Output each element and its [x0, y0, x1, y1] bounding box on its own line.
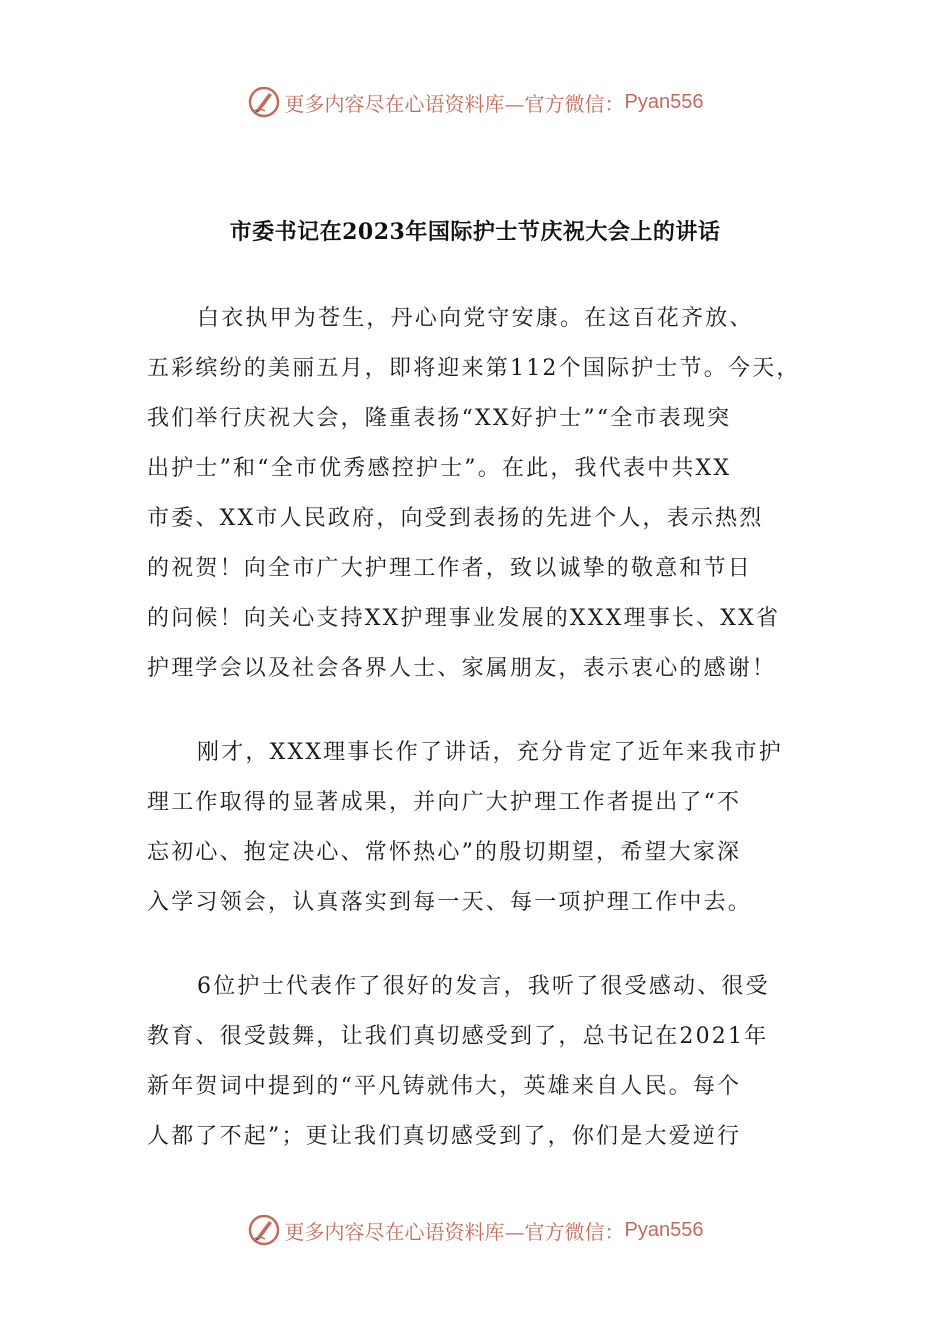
- paragraph-line: 的问候！向关心支持XX护理事业发展的XXX理事长、XX省: [147, 606, 781, 631]
- banner-text: 更多内容尽在心语资料库—官方微信：: [284, 1219, 625, 1244]
- wechat-id: Pyan556: [624, 1218, 704, 1241]
- paragraph-2: [147, 728, 837, 928]
- header-banner: [0, 82, 950, 122]
- paragraph-line: 教育、很受鼓舞，让我们真切感受到了，总书记在2021年: [147, 1024, 769, 1049]
- paragraph-line: 护理学会以及社会各界人士、家属朋友，表示衷心的感谢！: [147, 656, 777, 681]
- footer-banner: [0, 1210, 950, 1250]
- paragraph-line: 白衣执甲为苍生，丹心向党守安康。在这百花齐放、: [197, 306, 754, 331]
- paragraph-line: 忘初心、抱定决心、常怀热心”的殷切期望，希望大家深: [147, 840, 742, 865]
- paragraph-line: 新年贺词中提到的“平凡铸就伟大，英雄来自人民。每个: [147, 1074, 742, 1099]
- wechat-id: Pyan556: [624, 90, 704, 113]
- paragraph-line: 出护士”和“全市优秀感控护士”。在此，我代表中共XX: [147, 456, 732, 481]
- paragraph-line: 人都了不起”；更让我们真切感受到了，你们是大爱逆行: [147, 1124, 742, 1149]
- paragraph-1: [147, 294, 837, 694]
- paragraph-3: [147, 962, 837, 1162]
- paragraph-line: 刚才，XXX理事长作了讲话，充分肯定了近年来我市护: [197, 740, 783, 765]
- pen-logo-icon: [247, 1213, 281, 1247]
- banner-text: 更多内容尽在心语资料库—官方微信：: [284, 91, 625, 116]
- pen-logo-icon: [247, 85, 281, 119]
- paragraph-line: 我们举行庆祝大会，隆重表扬“XX好护士”“全市表现突: [147, 406, 732, 431]
- paragraph-line: 理工作取得的显著成果，并向广大护理工作者提出了“不: [147, 790, 742, 815]
- document-title: 市委书记在2023年国际护士节庆祝大会上的讲话: [229, 219, 721, 245]
- paragraph-line: 的祝贺！向全市广大护理工作者，致以诚挚的敬意和节日: [147, 556, 753, 581]
- paragraph-line: 入学习领会，认真落实到每一天、每一项护理工作中去。: [147, 890, 753, 915]
- paragraph-line: 五彩缤纷的美丽五月，即将迎来第112个国际护士节。今天，: [147, 356, 801, 381]
- paragraph-line: 6位护士代表作了很好的发言，我听了很受感动、很受: [197, 974, 770, 999]
- paragraph-line: 市委、XX市人民政府，向受到表扬的先进个人，表示热烈: [147, 506, 764, 531]
